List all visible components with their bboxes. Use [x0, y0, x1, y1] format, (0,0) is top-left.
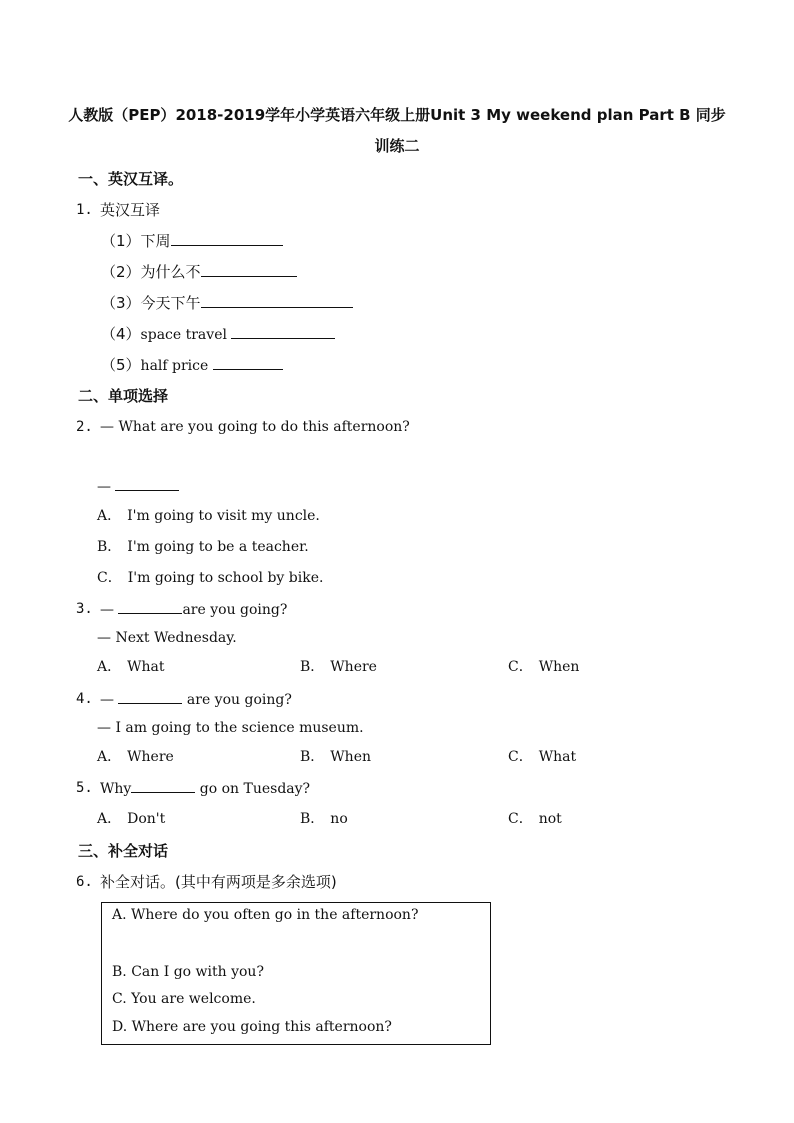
sub-item [101, 324, 335, 345]
sub-item [101, 231, 283, 252]
question-text-rest: are you going? [182, 602, 288, 618]
box-option-a: A. Where do you often go in the afternoon? [112, 907, 419, 923]
answer-blank[interactable] [171, 231, 283, 246]
question-text-start: Why [100, 781, 132, 797]
question-text [100, 599, 287, 620]
answer-blank[interactable] [118, 689, 182, 704]
option-letter: B． [300, 749, 325, 765]
option-letter: C． [508, 659, 533, 675]
options-box [101, 902, 491, 1045]
option-letter: C． [508, 749, 533, 765]
option-letter: B． [300, 659, 325, 675]
answer-blank[interactable] [231, 324, 335, 339]
box-option-c: C. You are welcome. [112, 991, 256, 1007]
option-a[interactable] [97, 506, 320, 526]
sub-item [101, 262, 297, 283]
reply-line: — I am going to the science museum. [97, 720, 364, 736]
option-letter: A． [97, 811, 122, 827]
option-text: What [127, 659, 165, 675]
answer-blank[interactable] [115, 476, 179, 491]
sub-item-text: 下周 [140, 232, 171, 250]
option-c[interactable] [508, 747, 576, 767]
reply-dash: — [97, 479, 116, 495]
option-b[interactable] [300, 809, 348, 829]
question-number: 5. [76, 780, 93, 796]
question-number: 3. [76, 601, 93, 617]
sub-item-text: space travel [140, 327, 232, 343]
option-text: not [538, 811, 562, 827]
option-a[interactable] [97, 809, 165, 829]
option-letter: C． [97, 570, 122, 586]
section-heading-dialogue: 三、补全对话 [78, 842, 169, 860]
option-text: Don't [127, 811, 166, 827]
option-letter: B． [300, 811, 325, 827]
sub-item [101, 293, 353, 314]
option-text: I'm going to school by bike. [127, 570, 324, 586]
sub-item-text: 为什么不 [140, 263, 201, 281]
sub-item-text: half price [140, 358, 213, 374]
question-text-rest: go on Tuesday? [195, 781, 311, 797]
reply-line: — Next Wednesday. [97, 630, 237, 646]
question-text-rest: are you going? [182, 692, 292, 708]
question-number: 1. [76, 202, 93, 218]
sub-item [101, 355, 283, 376]
question-text [100, 689, 292, 710]
sub-item-label: （5） [101, 356, 141, 374]
box-option-d: D. Where are you going this afternoon? [112, 1019, 392, 1035]
page-title: 人教版（PEP）2018-2019学年小学英语六年级上册Unit 3 My weekend plan Part B 同步 [68, 106, 726, 124]
question-number: 4. [76, 691, 93, 707]
option-letter: A． [97, 659, 122, 675]
option-text: When [538, 659, 580, 675]
question-text: 英汉互译 [100, 201, 161, 219]
option-letter: A． [97, 508, 122, 524]
option-text: Where [127, 749, 174, 765]
option-c[interactable] [508, 657, 579, 677]
option-b[interactable] [300, 747, 371, 767]
reply-line [97, 476, 179, 497]
sub-item-label: （4） [101, 325, 141, 343]
sub-item-label: （1） [101, 232, 141, 250]
option-text: When [330, 749, 372, 765]
option-a[interactable] [97, 657, 165, 677]
page-title-continued: 训练二 [374, 137, 420, 155]
question-text: — What are you going to do this afternoon? [100, 419, 410, 435]
sub-item-label: （3） [101, 294, 141, 312]
question-number: 6. [76, 874, 93, 890]
option-text: no [330, 811, 348, 827]
answer-blank[interactable] [201, 262, 297, 277]
option-c[interactable] [508, 809, 562, 829]
answer-blank[interactable] [131, 778, 195, 793]
answer-blank[interactable] [201, 293, 353, 308]
question-text [100, 778, 310, 799]
section-heading-multiple-choice: 二、单项选择 [78, 387, 169, 405]
question-dash: — [100, 692, 119, 708]
option-text: I'm going to be a teacher. [127, 539, 309, 555]
option-letter: C． [508, 811, 533, 827]
question-number: 2. [76, 419, 93, 435]
question-dash: — [100, 602, 119, 618]
sub-item-text: 今天下午 [140, 294, 201, 312]
option-b[interactable] [97, 537, 309, 557]
option-text: What [538, 749, 577, 765]
answer-blank[interactable] [213, 355, 283, 370]
option-c[interactable] [97, 568, 323, 588]
section-heading-translation: 一、英汉互译。 [78, 170, 184, 188]
option-a[interactable] [97, 747, 174, 767]
sub-item-label: （2） [101, 263, 141, 281]
box-option-b: B. Can I go with you? [112, 964, 264, 980]
question-text: 补全对话。(其中有两项是多余选项) [100, 873, 337, 891]
option-text: Where [330, 659, 377, 675]
answer-blank[interactable] [118, 599, 182, 614]
option-text: I'm going to visit my uncle. [127, 508, 320, 524]
option-letter: B． [97, 539, 122, 555]
option-b[interactable] [300, 657, 377, 677]
option-letter: A． [97, 749, 122, 765]
